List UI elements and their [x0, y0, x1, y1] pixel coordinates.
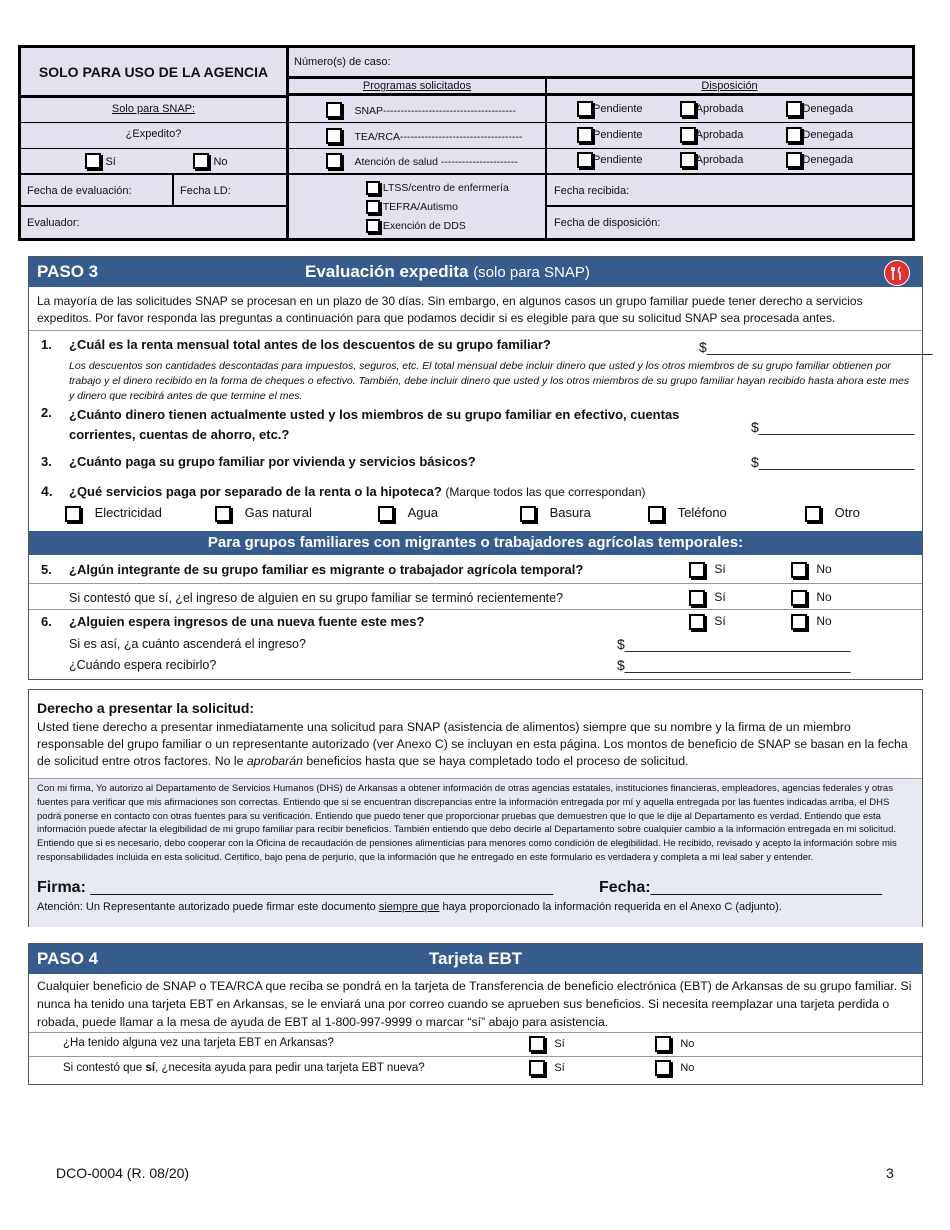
dds-label: Exención de DDS: [382, 220, 466, 232]
yes-label: Sí: [554, 1062, 565, 1075]
pending-label: Pendiente: [593, 102, 643, 115]
no-label: No: [816, 614, 832, 629]
step3-subtitle: (solo para SNAP): [473, 264, 590, 281]
water-checkbox[interactable]: [378, 506, 394, 522]
q5b-no: [791, 590, 832, 606]
dollar-sign: $: [699, 339, 707, 355]
received-date-label[interactable]: Fecha recibida:: [554, 185, 630, 197]
phone-checkbox[interactable]: [648, 506, 664, 522]
step4-intro: Cualquier beneficio de SNAP o TEA/RCA que reciba se pondrá en la tarjeta de Transferencia de beneficio electrónica (EBT) de Arkansas de su grupo familiar. Si nunca ha tenido una tarjeta EBT en Arkansas, se le enviará una por correo cuando se aprueben sus beneficios. Si necesita reemplazar una tarjeta perdida o robada, puede llamar a la mesa de ayuda de EBT al 1-800-997-9999 o marcar “sí” abajo para asistencia.: [37, 979, 912, 1029]
ebt-q1-yes: [529, 1036, 565, 1052]
no-label: No: [680, 1038, 695, 1051]
q3-number: 3.: [41, 454, 52, 469]
yes-label: Sí: [714, 562, 726, 577]
q1-number: 1.: [41, 337, 52, 352]
q1-text: ¿Cuál es la renta mensual total antes de los descuentos de su grupo familiar?: [69, 337, 551, 352]
q5-text: ¿Algún integrante de su grupo familiar es migrante o trabajador agrícola temporal?: [69, 562, 584, 577]
ebt-q1-no: [655, 1036, 694, 1052]
dollar-sign: $: [617, 657, 625, 673]
program-tea-label: TEA/RCA-----------------------------------: [354, 131, 523, 143]
no-label: No: [816, 562, 832, 577]
agency-title: SOLO PARA USO DE LA AGENCIA: [38, 64, 269, 80]
tea-denied-checkbox[interactable]: [786, 127, 802, 143]
q2-amount-field[interactable]: $____________________: [751, 419, 915, 435]
ebt-q2-before: Si contestó que: [63, 1062, 143, 1074]
q6b-text: ¿Cuándo espera recibirlo?: [69, 658, 217, 672]
q1-note: Los descuentos son cantidades descontadas para impuestos, seguros, etc. El total mensual debe incluir dinero que usted y los otros miembros de su grupo familiar obtienen por trabajo y el dinero recibido en la forma de cheques o efectivo. También, debe incluir dinero que usted y los otros miembros de su grupo familiar hayan recibido hasta ahora este mes y dinero que recibirá antes de que termine el mes.: [69, 360, 910, 402]
ebt-q2-no-checkbox[interactable]: [655, 1060, 671, 1076]
tefra-label: TEFRA/Autismo: [382, 201, 458, 213]
signature-label: Firma:: [37, 879, 86, 896]
q5-number: 5.: [41, 562, 52, 577]
q5b-no-checkbox[interactable]: [791, 590, 807, 606]
q4-text-wrap: [69, 484, 646, 499]
q5b-text: Si contestó que sí, ¿el ingreso de alguien en su grupo familiar se terminó recientemente?: [69, 591, 564, 605]
consent-text: Con mi firma, Yo autorizo al Departamento de Servicios Humanos (DHS) de Arkansas a obtener información de otras agencias estatales, instituciones financieras, empleadores, agencias federales y otras fuentes para verificar que mis afirmaciones son correctas. Entiendo que si se encuentran discrepancias entre la información entregada por mí y aquella entregada por las fuentes indicadas arriba, el DHS podrá ponerse en contacto con otras fuentes para su verificación. Entiendo que puedo tener que proporcionar pruebas que demuestren que lo que le dije al Departamento es verdad. Entiendo que esta información puede afectar la elegibilidad de mi grupo familiar para recibir beneficios. También entiendo que debo decirle al Departamento sobre cualquier cambio a la información entregada en mi solicitud. Entiendo que si es necesario, debo cooperar con la Oficina de recaudación de pensiones alimenticias para menores como condición de elegibilidad. He recibido, revisado y acepto la información sobre mis responsabilidades incluida en esta solicitud. Certifico, bajo pena de perjurio, que la información que he entregado en este formulario es verdadera y completa a mi leal saber y entender.: [37, 783, 897, 863]
trash-label: Basura: [549, 505, 591, 520]
dollar-sign: $: [617, 636, 625, 652]
program-health-label: Atención de salud ----------------------: [354, 156, 518, 168]
step4-section: [28, 943, 923, 1085]
other-checkbox[interactable]: [805, 506, 821, 522]
disposition-date-label[interactable]: Fecha de disposición:: [554, 217, 661, 229]
electricity-checkbox[interactable]: [65, 506, 81, 522]
step3-label: PASO 3: [37, 262, 99, 281]
denied-label: Denegada: [802, 102, 854, 115]
q5b-yes-checkbox[interactable]: [689, 590, 705, 606]
dollar-sign: $: [751, 454, 759, 470]
ltss-checkbox[interactable]: [366, 181, 380, 195]
case-numbers-label[interactable]: Número(s) de caso:: [294, 56, 391, 68]
q1-amount-field[interactable]: $_____________________________: [699, 339, 933, 355]
denied-label: Denegada: [802, 153, 854, 166]
q3-amount-field[interactable]: $____________________: [751, 454, 915, 470]
rights-text-before: Usted tiene derecho a presentar inmediatamente una solicitud para SNAP (asistencia de alimentos) siempre que su nombre y la firma de un miembro responsable del grupo familiar o un representante autorizado (ver Anexo C) se incluyan en esta página. Los montos de beneficio de SNAP se basan en la fecha de solicitud entre otros factores. No le: [37, 720, 908, 768]
denied-label: Denegada: [802, 128, 854, 141]
ld-date-label[interactable]: Fecha LD:: [180, 185, 231, 197]
q2-text: ¿Cuánto dinero tienen actualmente usted y los miembros de su grupo familiar en efectivo, cuentas corrientes, cuentas de ahorro, etc.?: [69, 407, 680, 442]
ebt-q1-no-checkbox[interactable]: [655, 1036, 671, 1052]
program-health-checkbox[interactable]: [326, 153, 342, 169]
q6a-text: Si es así, ¿a cuánto ascenderá el ingreso?: [69, 637, 306, 651]
rights-title: Derecho a presentar la solicitud:: [37, 700, 255, 716]
gas-label: Gas natural: [244, 505, 312, 520]
consent-box: [29, 778, 922, 927]
expedited-no-label: No: [213, 156, 228, 168]
ltss-label: LTSS/centro de enfermería: [382, 182, 509, 194]
health-approved-checkbox[interactable]: [680, 152, 696, 168]
expedited-label: ¿Expedito?: [125, 128, 182, 140]
agency-use-table: [18, 45, 915, 241]
q6b-amount-field[interactable]: $_____________________________: [617, 657, 851, 673]
migrant-section-header: Para grupos familiares con migrantes o trabajadores agrícolas temporales:: [29, 531, 922, 555]
step3-intro: La mayoría de las solicitudes SNAP se procesan en un plazo de 30 días. Sin embargo, en algunos casos un grupo familiar puede tener derecho a servicios expeditos. Por favor responda las preguntas a continuación para que podamos decidir si es elegible para que su solicitud SNAP sea procesada antes.: [37, 294, 863, 325]
trash-checkbox[interactable]: [520, 506, 536, 522]
phone-label: Teléfono: [677, 505, 727, 520]
q6-no-checkbox[interactable]: [791, 614, 807, 630]
ebt-q1-text: ¿Ha tenido alguna vez una tarjeta EBT en Arkansas?: [63, 1037, 334, 1049]
q5-no-checkbox[interactable]: [791, 562, 807, 578]
date-label: Fecha:: [599, 879, 651, 896]
program-tea: [326, 127, 522, 145]
rights-text-italic: aprobarán: [246, 754, 303, 768]
ebt-q2-text: [63, 1062, 425, 1074]
no-label: No: [680, 1062, 695, 1075]
signature-field[interactable]: Firma: ____________________________________________________: [37, 879, 554, 896]
q5-no: [791, 562, 832, 578]
q6-text: ¿Alguien espera ingresos de una nueva fuente este mes?: [69, 614, 425, 629]
yes-label: Sí: [714, 590, 726, 605]
representative-note: [37, 901, 782, 913]
snap-pending-checkbox[interactable]: [577, 101, 593, 117]
ebt-q2-bold: sí: [145, 1062, 156, 1074]
other-label: Otro: [834, 505, 860, 520]
water-label: Agua: [407, 505, 438, 520]
q6a-amount-field[interactable]: $_____________________________: [617, 636, 851, 652]
rights-text: [37, 719, 915, 770]
program-snap-label: SNAP--------------------------------------: [354, 105, 516, 117]
eval-date-label[interactable]: Fecha de evaluación:: [27, 185, 132, 197]
ebt-q2-yes-checkbox[interactable]: [529, 1060, 545, 1076]
snap-approved-checkbox[interactable]: [680, 101, 696, 117]
health-pending-checkbox[interactable]: [577, 152, 593, 168]
snap-denied-checkbox[interactable]: [786, 101, 802, 117]
step4-label: PASO 4: [37, 949, 99, 968]
approved-label: Aprobada: [695, 153, 744, 166]
no-label: No: [816, 590, 832, 605]
ebt-q1-yes-checkbox[interactable]: [529, 1036, 545, 1052]
snap-only-label: Solo para SNAP:: [111, 103, 196, 115]
q5-yes-checkbox[interactable]: [689, 562, 705, 578]
step4-header: [29, 944, 922, 974]
rights-section: [28, 689, 923, 927]
step3-section: [28, 256, 933, 680]
utensils-icon: [884, 260, 910, 286]
ebt-q2-no: [655, 1060, 694, 1076]
disposition-row-health: [577, 152, 853, 168]
yes-label: Sí: [554, 1038, 565, 1051]
pending-label: Pendiente: [593, 153, 643, 166]
pending-label: Pendiente: [593, 128, 643, 141]
expedited-yes-label: Sí: [105, 156, 116, 168]
evaluator-label[interactable]: Evaluador:: [27, 217, 80, 229]
yes-label: Sí: [714, 614, 726, 629]
disposition-row-tea: [577, 127, 853, 143]
q6-yes-checkbox[interactable]: [689, 614, 705, 630]
note-before: Atención: Un Representante autorizado puede firmar este documento: [37, 901, 376, 913]
program-tea-checkbox[interactable]: [326, 128, 342, 144]
dollar-sign: $: [751, 419, 759, 435]
step3-header: [29, 257, 922, 287]
approved-label: Aprobada: [695, 128, 744, 141]
form-id: DCO-0004 (R. 08/20): [56, 1165, 190, 1181]
page-number: 3: [886, 1165, 894, 1181]
q2-number: 2.: [41, 405, 52, 420]
q4-hint: (Marque todos las que correspondan): [445, 485, 646, 499]
date-field[interactable]: Fecha:__________________________: [599, 879, 882, 896]
q6-number: 6.: [41, 614, 52, 629]
note-underlined: siempre que: [378, 901, 440, 913]
electricity-label: Electricidad: [94, 505, 162, 520]
step3-title-wrap: [305, 262, 590, 282]
q4-text: ¿Qué servicios paga por separado de la renta o la hipoteca?: [69, 484, 442, 499]
q4-number: 4.: [41, 483, 53, 499]
dds-checkbox[interactable]: [366, 219, 380, 233]
step4-title: Tarjeta EBT: [428, 949, 523, 968]
q6-no: [791, 614, 832, 630]
program-snap: [326, 101, 516, 119]
health-denied-checkbox[interactable]: [786, 152, 802, 168]
tea-approved-checkbox[interactable]: [680, 127, 696, 143]
expedited-yes-checkbox[interactable]: [85, 153, 101, 169]
gas-checkbox[interactable]: [215, 506, 231, 522]
q5-yes: [689, 562, 726, 578]
program-snap-checkbox[interactable]: [326, 102, 342, 118]
q6-yes: [689, 614, 726, 630]
step3-title: Evaluación expedita: [305, 262, 469, 281]
note-after: haya proporcionado la información requerida en el Anexo C (adjunto).: [442, 901, 782, 913]
programs-header: Programas solicitados: [362, 80, 472, 92]
q5b-yes: [689, 590, 726, 606]
rights-text-after: beneficios hasta que se haya completado todo el proceso de solicitud.: [306, 754, 689, 768]
ebt-q2-after: , ¿necesita ayuda para pedir una tarjeta EBT nueva?: [155, 1062, 425, 1074]
approved-label: Aprobada: [695, 102, 744, 115]
expedited-no: [193, 152, 228, 170]
program-health: [326, 152, 518, 170]
tea-pending-checkbox[interactable]: [577, 127, 593, 143]
ebt-q2-yes: [529, 1060, 565, 1076]
disposition-header: Disposición: [701, 80, 758, 92]
disposition-row-snap: [577, 101, 853, 117]
expedited-no-checkbox[interactable]: [193, 153, 209, 169]
q3-text: ¿Cuánto paga su grupo familiar por vivienda y servicios básicos?: [69, 454, 476, 469]
tefra-checkbox[interactable]: [366, 200, 380, 214]
expedited-yes: [85, 152, 116, 170]
health-suboptions: [366, 179, 509, 236]
